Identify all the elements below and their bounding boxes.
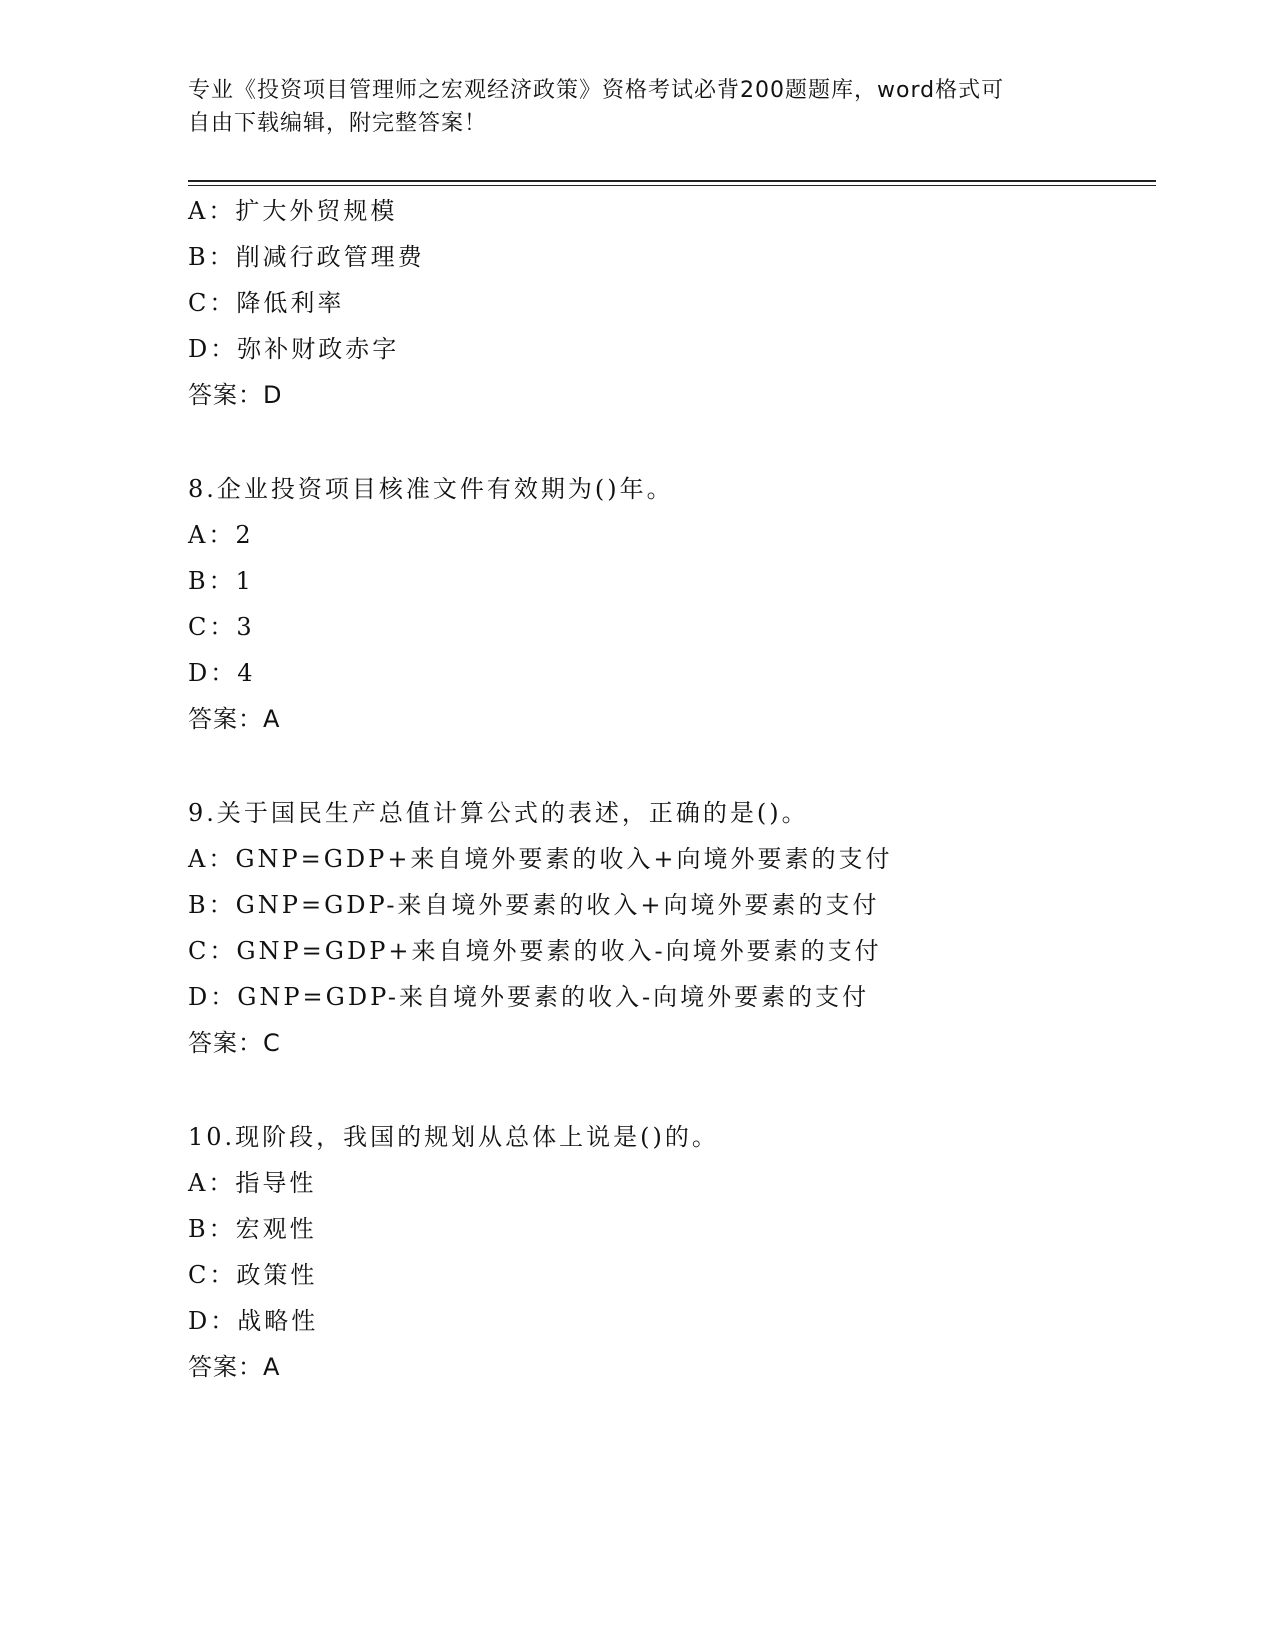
- option-c: C：GNP=GDP+来自境外要素的收入-向境外要素的支付: [188, 937, 882, 965]
- option-b: B：1: [188, 567, 254, 595]
- document-header: [188, 74, 1088, 140]
- option-c: C：政策性: [188, 1261, 318, 1289]
- option-a: A：GNP=GDP+来自境外要素的收入+向境外要素的支付: [188, 845, 893, 873]
- answer: 答案：A: [188, 1353, 281, 1381]
- answer: 答案：A: [188, 705, 281, 733]
- option-c: C：降低利率: [188, 289, 345, 317]
- option-d: D：战略性: [188, 1307, 319, 1335]
- option-b: B：GNP=GDP-来自境外要素的收入+向境外要素的支付: [188, 891, 880, 919]
- question-block-10: [188, 1114, 1156, 1390]
- option-a: A：2: [188, 521, 254, 549]
- question-block-8: [188, 466, 1156, 742]
- question-block-9: [188, 790, 1156, 1066]
- question-text: 10.现阶段，我国的规划从总体上说是()的。: [188, 1123, 719, 1151]
- header-divider-thin: [188, 185, 1156, 186]
- header-divider-thick: [188, 180, 1156, 182]
- header-line-1: 专业《投资项目管理师之宏观经济政策》资格考试必背200题题库，word格式可: [188, 78, 1005, 103]
- option-d: D：GNP=GDP-来自境外要素的收入-向境外要素的支付: [188, 983, 870, 1011]
- option-b: B：削减行政管理费: [188, 243, 425, 271]
- question-list: [188, 188, 1156, 1390]
- option-b: B：宏观性: [188, 1215, 317, 1243]
- option-d: D：4: [188, 659, 256, 687]
- question-text: 8.企业投资项目核准文件有效期为()年。: [188, 475, 674, 503]
- option-d: D：弥补财政赤字: [188, 335, 400, 363]
- option-a: A：指导性: [188, 1169, 317, 1197]
- option-c: C：3: [188, 613, 255, 641]
- question-text: 9.关于国民生产总值计算公式的表述，正确的是()。: [188, 799, 809, 827]
- option-a: A：扩大外贸规模: [188, 197, 398, 225]
- question-block-7: [188, 188, 1156, 418]
- answer: 答案：C: [188, 1029, 281, 1057]
- header-line-2: 自由下载编辑，附完整答案！: [188, 111, 488, 136]
- answer: 答案：D: [188, 381, 283, 409]
